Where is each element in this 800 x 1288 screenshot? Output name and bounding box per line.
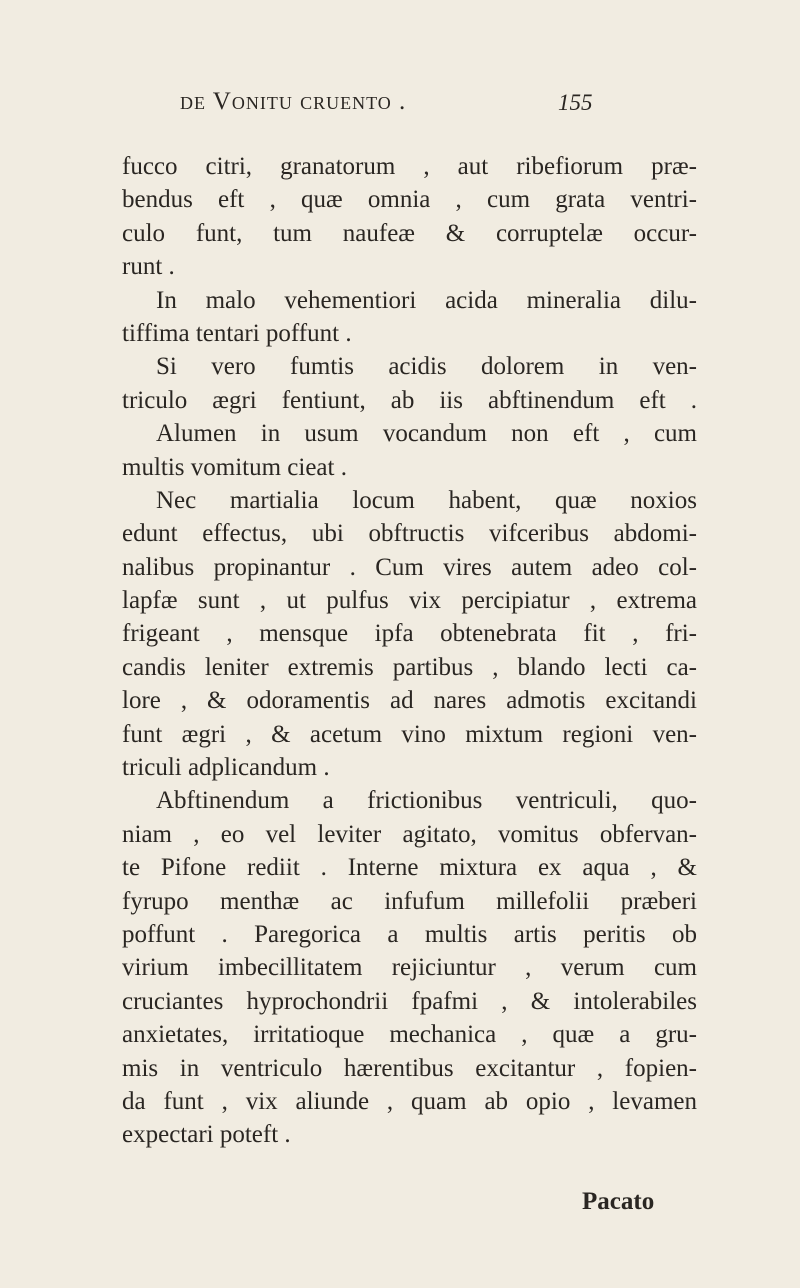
- text-line: anxietates, irritatioque mechanica , quæ a gru-: [122, 1021, 697, 1049]
- text-line: Abftinendum a frictionibus ventriculi, quo-: [156, 787, 697, 815]
- text-line: candis leniter extremis partibus , blando lecti ca-: [122, 653, 697, 681]
- text-line: da funt , vix aliunde , quam ab opio , levamen: [122, 1087, 697, 1115]
- text-line: te Pifone rediit . Interne mixtura ex aqua , &: [122, 854, 697, 882]
- text-line: edunt effectus, ubi obftructis vifceribus abdomi-: [122, 520, 697, 548]
- text-line: fyrupo menthæ ac infufum millefolii præberi: [122, 887, 697, 915]
- text-line: poffunt . Paregorica a multis artis peritis ob: [122, 920, 697, 948]
- text-line: cruciantes hyprochondrii fpafmi , & intolerabiles: [122, 987, 697, 1015]
- catchword: Pacato: [582, 1188, 655, 1215]
- text-line: lapfæ sunt , ut pulfus vix percipiatur , extrema: [122, 587, 697, 615]
- text-line: tiffima tentari poffunt .: [122, 319, 352, 347]
- text-line: Si vero fumtis acidis dolorem in ven-: [156, 353, 697, 381]
- text-line: triculi adplicandum .: [122, 754, 330, 782]
- body-text: [122, 150, 697, 1152]
- text-line: Alumen in usum vocandum non eft , cum: [156, 420, 697, 448]
- text-line: runt .: [122, 253, 175, 281]
- text-line: niam , eo vel leviter agitato, vomitus obfervan-: [122, 820, 697, 848]
- text-line: fucco citri, granatorum , aut ribefiorum præ-: [122, 153, 697, 180]
- text-line: mis in ventriculo hærentibus excitantur , fopien-: [122, 1054, 697, 1082]
- text-line: bendus eft , quæ omnia , cum grata ventri-: [122, 186, 697, 214]
- text-line: culo funt, tum naufeæ & corruptelæ occur-: [122, 219, 697, 247]
- text-line: triculo ægri fentiunt, ab iis abftinendum eft .: [122, 386, 697, 414]
- text-line: Nec martialia locum habent, quæ noxios: [156, 486, 697, 514]
- text-line: lore , & odoramentis ad nares admotis excitandi: [122, 687, 697, 715]
- text-line: virium imbecillitatem rejiciuntur , verum cum: [122, 954, 697, 982]
- text-line: In malo vehementiori acida mineralia dilu-: [156, 286, 697, 314]
- page-number: 155: [558, 90, 593, 115]
- text-line: frigeant , mensque ipfa obtenebrata fit , fri-: [122, 620, 697, 648]
- text-line: multis vomitum cieat .: [122, 453, 347, 481]
- text-line: nalibus propinantur . Cum vires autem adeo col-: [122, 553, 697, 581]
- text-line: expectari poteft .: [122, 1121, 291, 1149]
- page-header: [0, 88, 800, 128]
- text-line: funt ægri , & acetum vino mixtum regioni ven-: [122, 720, 697, 748]
- running-title: de Vonitu cruento .: [180, 88, 407, 115]
